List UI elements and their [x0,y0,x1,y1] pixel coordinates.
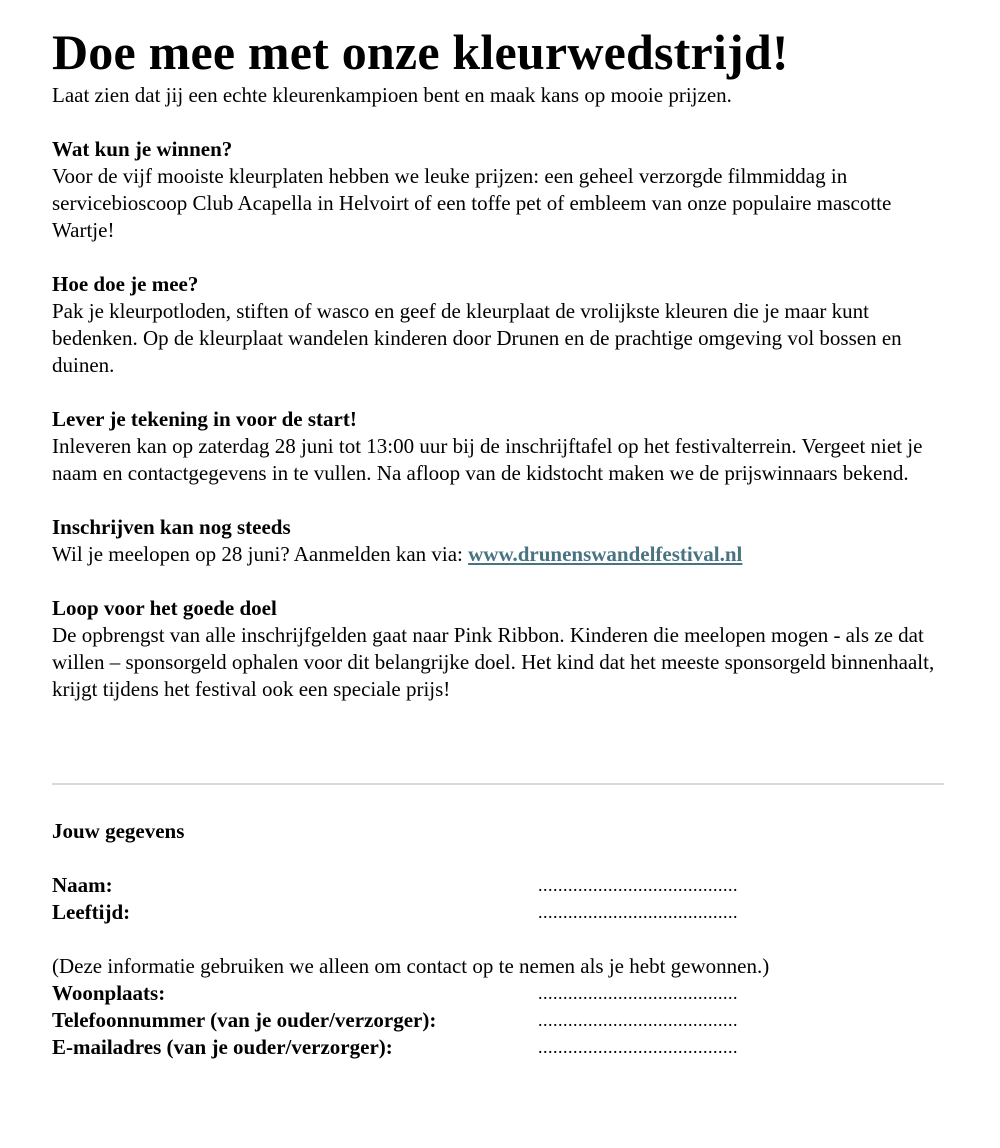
field-fill-line[interactable]: ........................................ [538,902,738,922]
divider [52,783,944,785]
section-text: Inleveren kan op zaterdag 28 juni tot 13:00 uur bij de inschrijftafel op het festivalterrein. Vergeet niet je naam en contactgegevens in te vullen. Na afloop van de kidstocht maken we de prijswinnaars bekend. [52,434,923,485]
field-fill-line[interactable]: ........................................ [538,875,738,895]
privacy-note: (Deze informatie gebruiken we alleen om contact op te nemen als je hebt gewonnen.) [52,954,770,978]
field-label: Telefoonnummer (van je ouder/verzorger): [52,1008,437,1032]
form-field-city [52,980,952,1007]
festival-website-link[interactable]: www.drunenswandelfestival.nl [468,542,743,566]
field-fill-line[interactable]: ........................................ [538,983,738,1003]
form-heading: Jouw gegevens [52,819,185,843]
section-charity [52,595,952,703]
form-field-phone [52,1007,952,1034]
spacer [52,926,952,953]
section-prizes [52,136,952,244]
section-text: De opbrengst van alle inschrijfgelden gaat naar Pink Ribbon. Kinderen die meelopen mogen - als ze dat willen – sponsorgeld ophalen voor dit belangrijke doel. Het kind dat het meeste sponsorgeld binnenhaalt, krijgt tijdens het festival ook een speciale prijs! [52,623,935,701]
section-registration [52,514,952,568]
form-field-age [52,899,952,926]
section-heading: Lever je tekening in voor de start! [52,407,357,431]
field-label: Leeftijd: [52,900,131,924]
field-label: Naam: [52,873,113,897]
section-heading: Hoe doe je mee? [52,272,199,296]
field-fill-line[interactable]: ........................................ [538,1010,738,1030]
section-how-to-join [52,271,952,379]
form-field-email [52,1034,952,1061]
section-text-with-link [52,541,952,568]
section-text: Pak je kleurpotloden, stiften of wasco en geef de kleurplaat de vrolijkste kleuren die je maar kunt bedenken. Op de kleurplaat wandelen kinderen door Drunen en de prachtige omgeving vol bossen en duinen. [52,299,902,377]
page-title: Doe mee met onze kleurwedstrijd! [52,24,789,80]
field-fill-line[interactable]: ........................................ [538,1037,738,1057]
section-heading: Wat kun je winnen? [52,137,233,161]
details-form [52,818,952,1061]
field-label: Woonplaats: [52,981,166,1005]
section-text: Voor de vijf mooiste kleurplaten hebben we leuke prijzen: een geheel verzorgde filmmiddag in servicebioscoop Club Acapella in Helvoirt of een toffe pet of embleem van onze populaire mascotte Wartje! [52,164,892,242]
section-submit-drawing [52,406,952,487]
form-field-name [52,872,952,899]
section-heading: Loop voor het goede doel [52,596,277,620]
field-label: E-mailadres (van je ouder/verzorger): [52,1035,393,1059]
intro-text: Laat zien dat jij een echte kleurenkampioen bent en maak kans op mooie prijzen. [52,83,732,107]
section-text: Wil je meelopen op 28 juni? Aanmelden kan via: [52,542,469,566]
section-heading: Inschrijven kan nog steeds [52,515,291,539]
document-body [52,22,952,730]
